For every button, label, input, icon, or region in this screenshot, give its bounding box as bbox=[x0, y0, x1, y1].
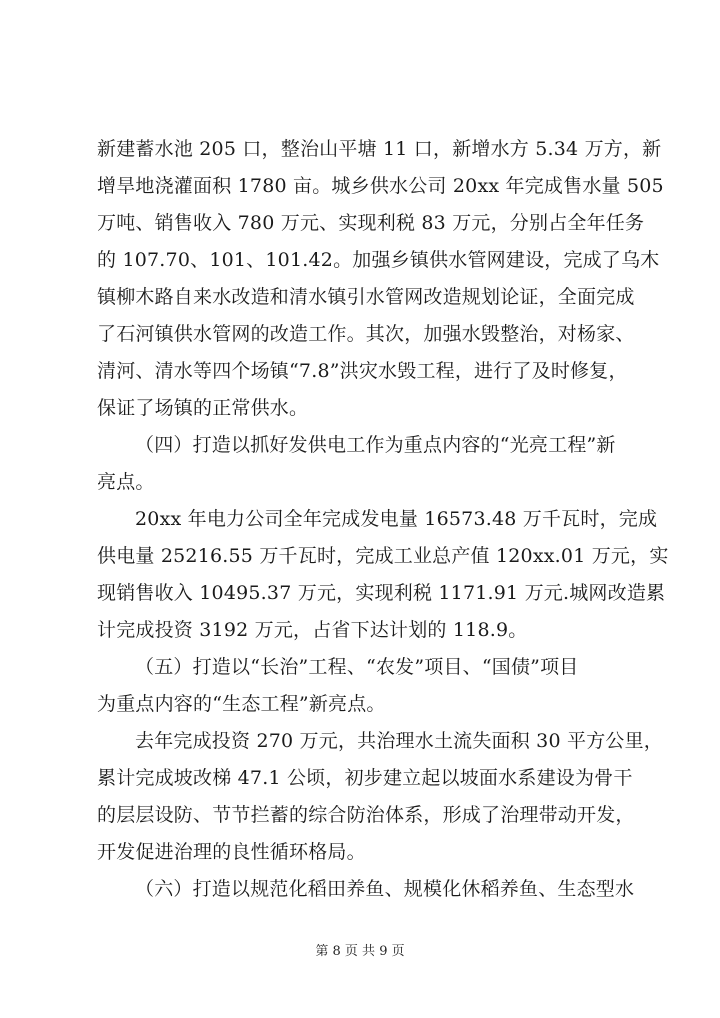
text-line: 保证了场镇的正常供水。 bbox=[97, 397, 309, 419]
section-heading-line: （四）打造以抓好发供电工作为重点内容的“光亮工程”新 bbox=[135, 434, 616, 456]
section-heading-line: （五）打造以“长治”工程、“农发”项目、“国债”项目 bbox=[135, 656, 579, 678]
text-line: 的 107.70、101、101.42。加强乡镇供水管网建设，完成了乌木 bbox=[97, 249, 660, 271]
text-line: 的层层设防、节节拦蓄的综合防治体系，形成了治理带动开发， bbox=[97, 804, 635, 826]
text-line: 镇柳木路自来水改造和清水镇引水管网改造规划论证，全面完成 bbox=[97, 286, 635, 308]
text-line: 计完成投资 3192 万元，占省下达计划的 118.9。 bbox=[97, 619, 528, 641]
document-body bbox=[97, 131, 669, 908]
text-line: 万吨、销售收入 780 万元、实现利税 83 万元，分别占全年任务 bbox=[97, 212, 645, 234]
section-heading-line: 亮点。 bbox=[97, 471, 155, 493]
section-heading-line: 为重点内容的“生态工程”新亮点。 bbox=[97, 693, 386, 715]
page-footer: 第 8 页 共 9 页 bbox=[315, 944, 405, 959]
text-line: 20xx 年电力公司全年完成发电量 16573.48 万千瓦时，完成 bbox=[135, 508, 658, 530]
text-line: 去年完成投资 270 万元，共治理水土流失面积 30 平方公里， bbox=[135, 730, 664, 752]
text-line: 新建蓄水池 205 口，整治山平塘 11 口，新增水方 5.34 万方，新 bbox=[97, 138, 662, 160]
text-line: 增旱地浇灌面积 1780 亩。城乡供水公司 20xx 年完成售水量 505 bbox=[97, 175, 664, 197]
text-line: 供电量 25216.55 万千瓦时，完成工业总产值 120xx.01 万元，实 bbox=[97, 545, 669, 567]
section-heading-line: （六）打造以规范化稻田养鱼、规模化休稻养鱼、生态型水 bbox=[135, 878, 635, 900]
text-line: 清河、清水等四个场镇“7.8”洪灾水毁工程，进行了及时修复， bbox=[97, 360, 628, 382]
body-text bbox=[97, 131, 669, 908]
text-line: 累计完成坡改梯 47.1 公顷，初步建立起以坡面水系建设为骨干 bbox=[97, 767, 633, 789]
text-line: 了石河镇供水管网的改造工作。其次，加强水毁整治，对杨家、 bbox=[97, 323, 635, 345]
text-line: 现销售收入 10495.37 万元，实现利税 1171.91 万元.城网改造累 bbox=[97, 582, 666, 604]
text-line: 开发促进治理的良性循环格局。 bbox=[97, 841, 366, 863]
